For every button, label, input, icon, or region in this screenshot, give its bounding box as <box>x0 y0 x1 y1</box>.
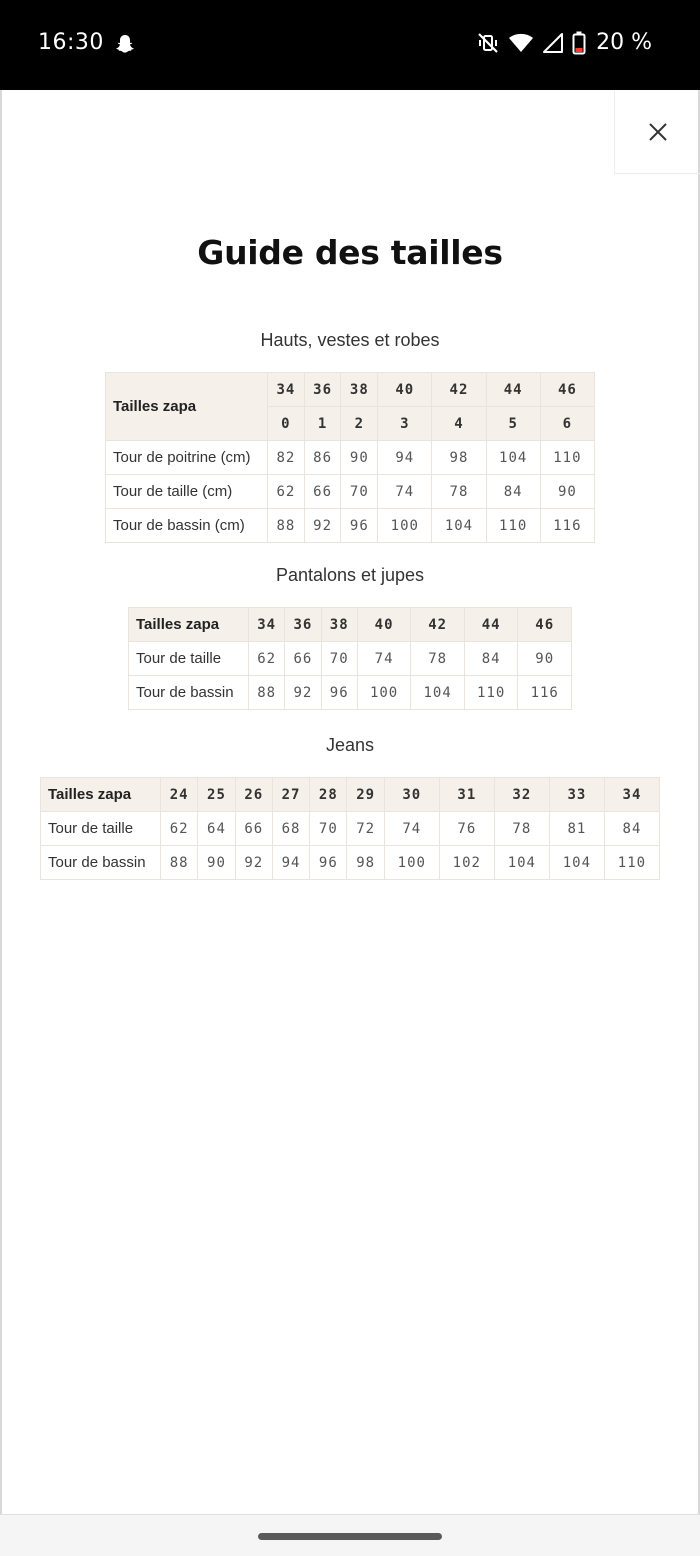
size-alt-cell: 6 <box>540 407 594 441</box>
close-icon <box>647 121 669 143</box>
size-cell: 44 <box>464 608 518 642</box>
value-cell: 86 <box>304 441 341 475</box>
row-label: Tour de poitrine (cm) <box>106 441 268 475</box>
size-alt-cell: 4 <box>432 407 486 441</box>
header-label: Tailles zapa <box>106 373 268 441</box>
value-cell: 92 <box>235 846 272 880</box>
size-table-pants <box>128 607 572 710</box>
status-bar <box>0 0 700 90</box>
size-table-jeans <box>40 777 660 880</box>
mute-vibrate-icon <box>476 31 500 55</box>
value-cell: 84 <box>604 812 659 846</box>
size-cell: 44 <box>486 373 540 407</box>
table-row <box>129 676 572 710</box>
size-cell: 30 <box>384 778 439 812</box>
value-cell: 74 <box>384 812 439 846</box>
size-cell: 27 <box>272 778 309 812</box>
value-cell: 62 <box>268 475 305 509</box>
value-cell: 84 <box>486 475 540 509</box>
size-cell: 36 <box>285 608 321 642</box>
row-label: Tour de taille (cm) <box>106 475 268 509</box>
value-cell: 66 <box>304 475 341 509</box>
size-cell: 33 <box>549 778 604 812</box>
value-cell: 62 <box>161 812 198 846</box>
header-label: Tailles zapa <box>129 608 249 642</box>
close-button[interactable] <box>614 90 700 174</box>
size-cell: 46 <box>540 373 594 407</box>
table-row <box>41 812 660 846</box>
size-cell: 34 <box>249 608 285 642</box>
size-alt-cell: 0 <box>268 407 305 441</box>
value-cell: 81 <box>549 812 604 846</box>
value-cell: 92 <box>304 509 341 543</box>
value-cell: 88 <box>249 676 285 710</box>
wifi-icon <box>508 31 534 55</box>
table-row <box>106 509 595 543</box>
value-cell: 110 <box>486 509 540 543</box>
value-cell: 90 <box>518 642 572 676</box>
home-gesture-handle[interactable] <box>258 1533 442 1540</box>
value-cell: 110 <box>464 676 518 710</box>
section-title-pants: Pantalons et jupes <box>275 565 425 585</box>
value-cell: 92 <box>285 676 321 710</box>
value-cell: 116 <box>518 676 572 710</box>
value-cell: 104 <box>494 846 549 880</box>
battery-percent: 20 % <box>596 30 652 55</box>
value-cell: 100 <box>384 846 439 880</box>
signal-icon <box>542 32 564 54</box>
value-cell: 96 <box>310 846 347 880</box>
value-cell: 98 <box>432 441 486 475</box>
table-row <box>129 642 572 676</box>
size-table-tops <box>105 372 595 543</box>
value-cell: 70 <box>321 642 357 676</box>
value-cell: 104 <box>432 509 486 543</box>
section-title-tops: Hauts, vestes et robes <box>260 330 440 350</box>
value-cell: 64 <box>198 812 235 846</box>
size-cell: 38 <box>321 608 357 642</box>
value-cell: 96 <box>341 509 378 543</box>
value-cell: 72 <box>347 812 384 846</box>
size-cell: 42 <box>411 608 465 642</box>
value-cell: 88 <box>268 509 305 543</box>
value-cell: 74 <box>378 475 432 509</box>
size-cell: 42 <box>432 373 486 407</box>
size-cell: 24 <box>161 778 198 812</box>
size-cell: 46 <box>518 608 572 642</box>
value-cell: 82 <box>268 441 305 475</box>
value-cell: 62 <box>249 642 285 676</box>
value-cell: 66 <box>285 642 321 676</box>
row-label: Tour de taille <box>129 642 249 676</box>
size-cell: 25 <box>198 778 235 812</box>
size-cell: 28 <box>310 778 347 812</box>
value-cell: 98 <box>347 846 384 880</box>
size-alt-cell: 3 <box>378 407 432 441</box>
table-row <box>41 846 660 880</box>
value-cell: 78 <box>494 812 549 846</box>
value-cell: 116 <box>540 509 594 543</box>
size-alt-cell: 2 <box>341 407 378 441</box>
value-cell: 70 <box>310 812 347 846</box>
value-cell: 104 <box>549 846 604 880</box>
battery-icon <box>572 31 586 55</box>
value-cell: 84 <box>464 642 518 676</box>
value-cell: 104 <box>411 676 465 710</box>
value-cell: 96 <box>321 676 357 710</box>
value-cell: 110 <box>540 441 594 475</box>
row-label: Tour de bassin <box>41 846 161 880</box>
snapchat-icon <box>113 33 137 57</box>
size-alt-cell: 5 <box>486 407 540 441</box>
value-cell: 66 <box>235 812 272 846</box>
size-cell: 34 <box>268 373 305 407</box>
value-cell: 90 <box>540 475 594 509</box>
row-label: Tour de bassin <box>129 676 249 710</box>
value-cell: 90 <box>341 441 378 475</box>
size-cell: 26 <box>235 778 272 812</box>
table-header-row <box>106 373 595 407</box>
value-cell: 76 <box>439 812 494 846</box>
value-cell: 78 <box>432 475 486 509</box>
section-title-jeans: Jeans <box>325 735 375 755</box>
value-cell: 100 <box>378 509 432 543</box>
status-time: 16:30 <box>38 30 104 55</box>
value-cell: 110 <box>604 846 659 880</box>
value-cell: 90 <box>198 846 235 880</box>
value-cell: 94 <box>272 846 309 880</box>
size-cell: 29 <box>347 778 384 812</box>
size-cell: 32 <box>494 778 549 812</box>
size-cell: 40 <box>378 373 432 407</box>
value-cell: 102 <box>439 846 494 880</box>
size-cell: 31 <box>439 778 494 812</box>
value-cell: 78 <box>411 642 465 676</box>
table-header-row <box>129 608 572 642</box>
row-label: Tour de bassin (cm) <box>106 509 268 543</box>
page-title: Guide des tailles <box>197 233 503 272</box>
value-cell: 70 <box>341 475 378 509</box>
size-alt-cell: 1 <box>304 407 341 441</box>
value-cell: 104 <box>486 441 540 475</box>
row-label: Tour de taille <box>41 812 161 846</box>
status-icons <box>476 30 652 55</box>
table-row <box>106 441 595 475</box>
value-cell: 74 <box>357 642 411 676</box>
size-cell: 36 <box>304 373 341 407</box>
table-row <box>106 475 595 509</box>
size-cell: 34 <box>604 778 659 812</box>
table-header-row <box>41 778 660 812</box>
size-cell: 38 <box>341 373 378 407</box>
value-cell: 100 <box>357 676 411 710</box>
navigation-bar <box>0 1514 700 1556</box>
value-cell: 94 <box>378 441 432 475</box>
size-cell: 40 <box>357 608 411 642</box>
value-cell: 88 <box>161 846 198 880</box>
value-cell: 68 <box>272 812 309 846</box>
header-label: Tailles zapa <box>41 778 161 812</box>
